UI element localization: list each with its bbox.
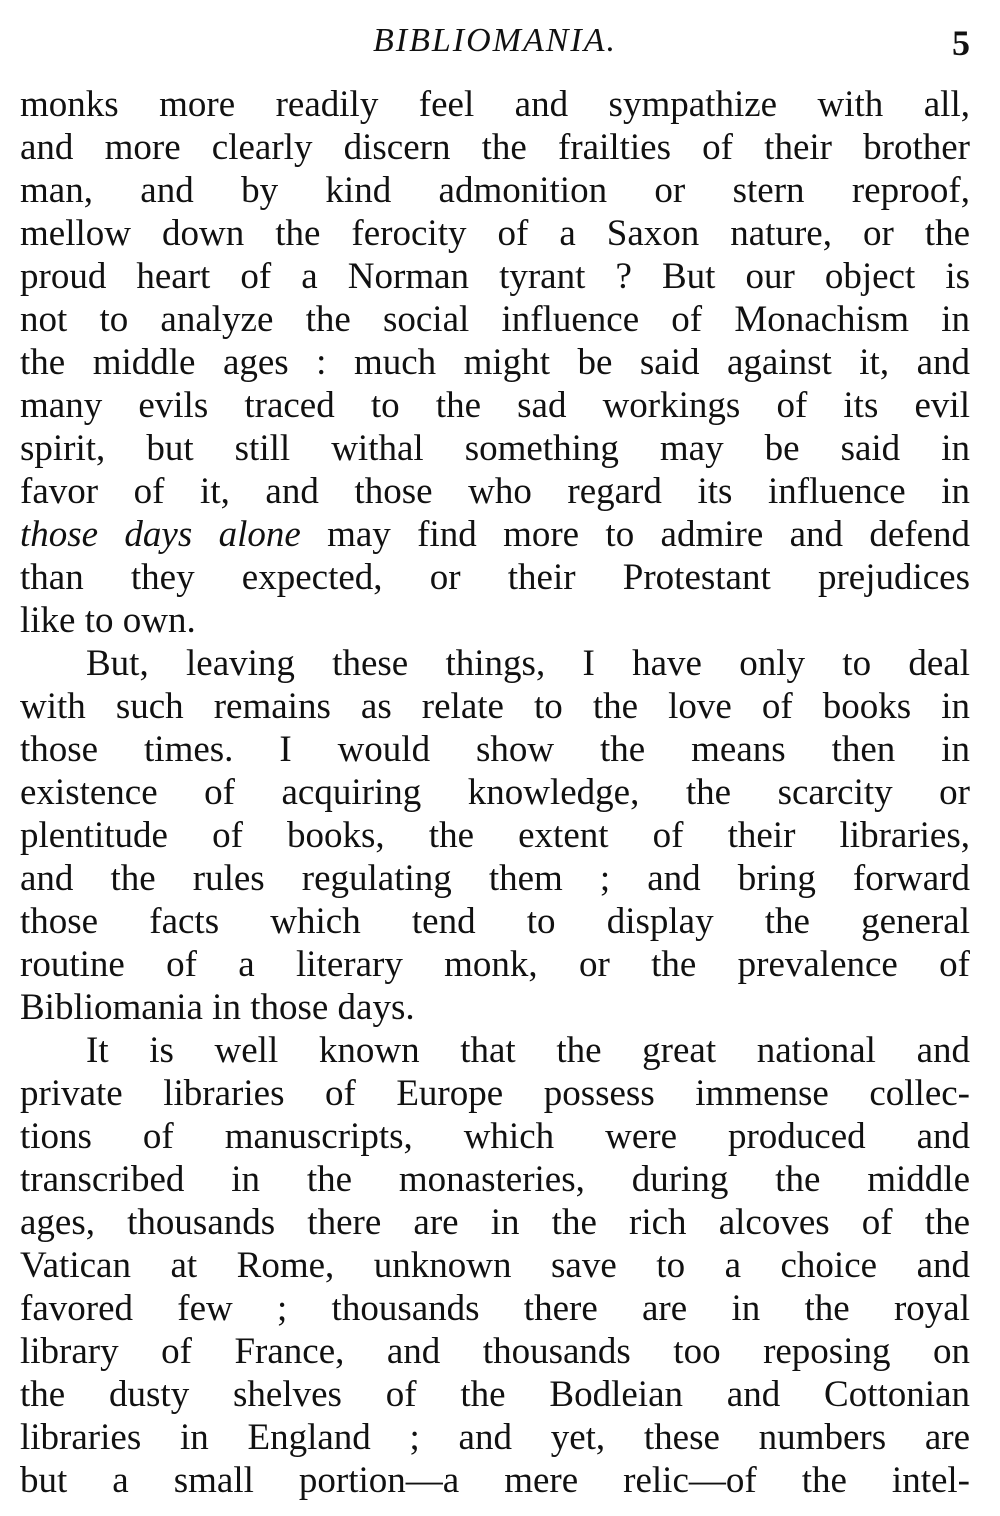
text-line: private libraries of Europe possess immense collec-: [20, 1073, 970, 1114]
text-line: the dusty shelves of the Bodleian and Cottonian: [20, 1374, 970, 1415]
running-title: BIBLIOMANIA.: [372, 22, 617, 59]
text-line: tions of manuscripts, which were produced and: [20, 1116, 970, 1157]
text-line: the middle ages : much might be said against it, and: [20, 342, 970, 383]
text-line: not to analyze the social influence of Monachism in: [20, 299, 970, 340]
text-line: than they expected, or their Protestant prejudices: [20, 557, 970, 598]
text-line: ages, thousands there are in the rich alcoves of the: [20, 1202, 970, 1243]
text-line: But, leaving these things, I have only to deal: [86, 643, 970, 684]
line-remainder: may find more to admire and defend: [300, 514, 970, 555]
text-line: favor of it, and those who regard its influence in: [20, 471, 970, 512]
text-line: existence of acquiring knowledge, the scarcity or: [20, 772, 970, 813]
text-line: transcribed in the monasteries, during the middle: [20, 1159, 970, 1200]
text-line: many evils traced to the sad workings of its evil: [20, 385, 970, 426]
text-line: those facts which tend to display the general: [20, 901, 970, 942]
text-line: those times. I would show the means then in: [20, 729, 970, 770]
italic-phrase: those days alone: [20, 514, 301, 555]
text-line: favored few ; thousands there are in the royal: [20, 1288, 970, 1329]
text-line: spirit, but still withal something may be said in: [20, 428, 970, 469]
text-line: proud heart of a Norman tyrant ? But our object is: [20, 256, 970, 297]
text-line: like to own.: [20, 600, 196, 641]
text-line: Vatican at Rome, unknown save to a choice and: [20, 1245, 970, 1286]
text-line: Bibliomania in those days.: [20, 987, 415, 1028]
text-line: monks more readily feel and sympathize with all,: [20, 84, 970, 125]
text-line: man, and by kind admonition or stern reproof,: [20, 170, 970, 211]
text-line: plentitude of books, the extent of their libraries,: [20, 815, 970, 856]
text-line: and more clearly discern the frailties of their brother: [20, 127, 970, 168]
text-line: [20, 513, 970, 556]
page-number: 5: [952, 23, 970, 63]
body-text: [20, 83, 970, 1502]
text-line: routine of a literary monk, or the prevalence of: [20, 944, 970, 985]
text-line: mellow down the ferocity of a Saxon nature, or the: [20, 213, 970, 254]
text-line: and the rules regulating them ; and bring forward: [20, 858, 970, 899]
text-line: with such remains as relate to the love of books in: [20, 686, 970, 727]
text-line: library of France, and thousands too reposing on: [20, 1331, 970, 1372]
text-line: libraries in England ; and yet, these numbers are: [20, 1417, 970, 1458]
text-line: It is well known that the great national and: [86, 1030, 970, 1071]
running-head: [20, 18, 970, 66]
text-line: but a small portion—a mere relic—of the intel-: [20, 1460, 970, 1501]
